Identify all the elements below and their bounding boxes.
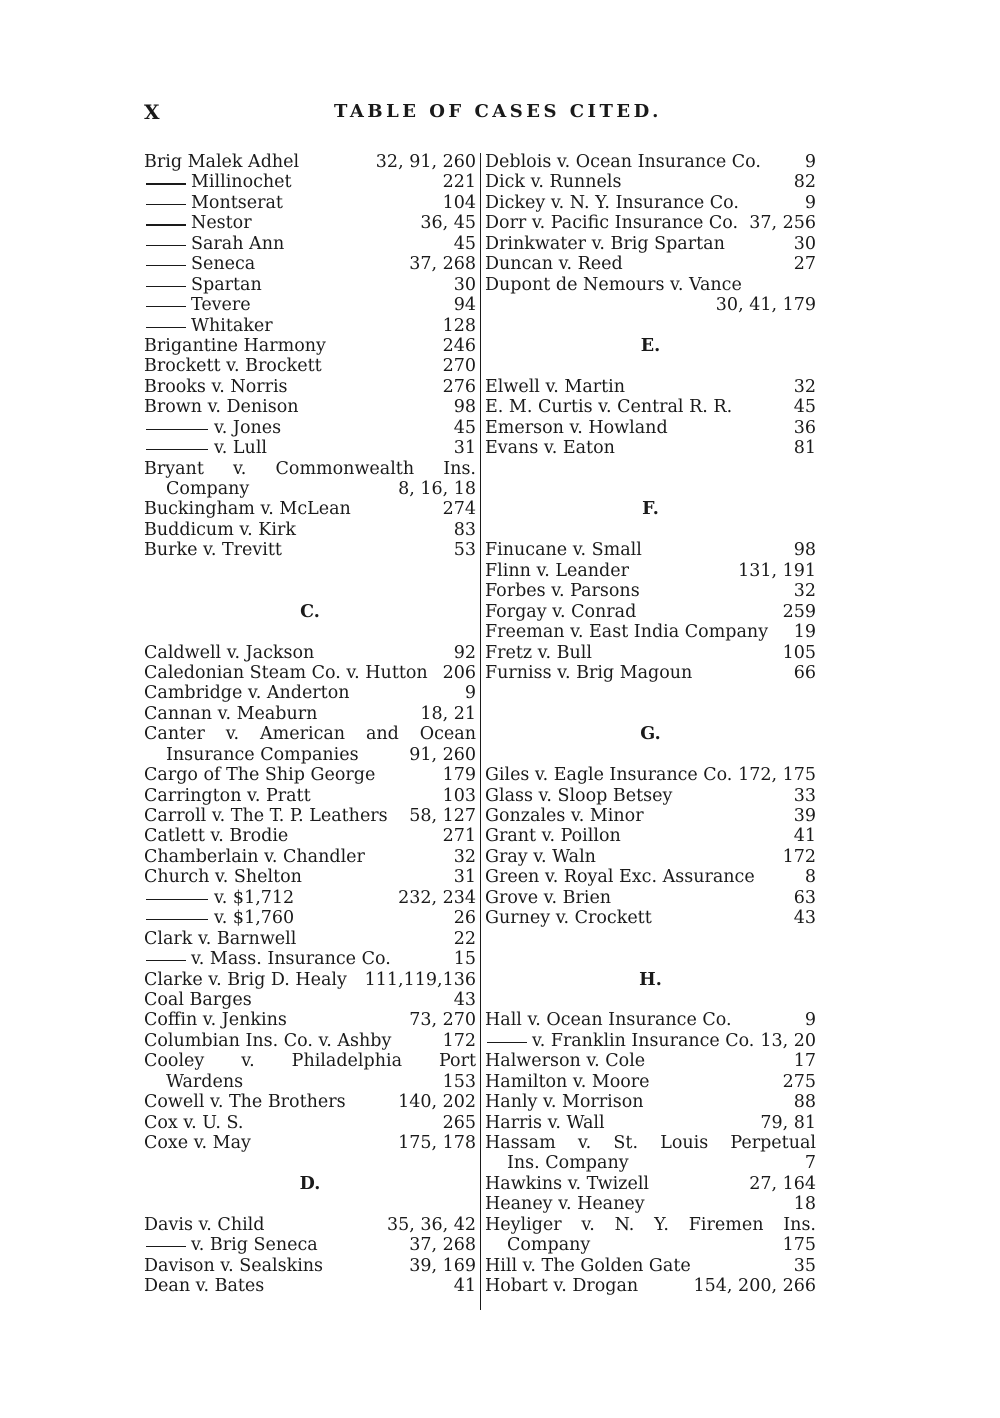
page-refs: 8, 16, 18 [398, 479, 476, 499]
page-refs: 35 [793, 1255, 816, 1276]
case-name: v. $1,712 [214, 887, 295, 908]
case-name: Heaney v. Heaney [485, 1194, 645, 1215]
case-entry [485, 1051, 816, 1071]
case-entry [144, 826, 476, 846]
case-name: Dorr v. Pacific Insurance Co. [485, 213, 739, 234]
page-refs: 36, 45 [420, 213, 476, 234]
case-entry [144, 970, 476, 990]
case-name: v. Mass. Insurance Co. [191, 949, 391, 970]
case-name: Halwerson v. Cole [485, 1051, 646, 1072]
case-name: Bryant v. Commonwealth Ins. [144, 458, 476, 479]
page-refs: 128 [442, 315, 476, 336]
case-entry [144, 172, 476, 192]
case-name: Cambridge v. Anderton [144, 683, 350, 704]
case-name: Finucane v. Small [485, 540, 642, 561]
case-entry [485, 418, 816, 438]
case-name: Caldwell v. Jackson [144, 642, 315, 663]
case-entry [144, 765, 476, 785]
page-refs: 15 [453, 949, 476, 970]
case-entry [144, 397, 476, 417]
case-entry [485, 663, 816, 683]
case-name: Company [166, 479, 250, 499]
section-letter: F. [642, 499, 659, 520]
case-entry [144, 1133, 476, 1153]
page-refs: 270 [442, 356, 476, 377]
page-refs: 9 [804, 152, 816, 172]
case-name: Whitaker [191, 315, 273, 336]
page-refs: 111,119,136 [364, 969, 476, 990]
blank-line [485, 704, 816, 724]
case-name: Wardens [166, 1071, 244, 1092]
page-refs: 22 [453, 928, 476, 949]
page-refs: 94 [453, 295, 476, 316]
case-name: v. $1,760 [214, 908, 295, 929]
page-refs: 58, 127 [409, 806, 476, 826]
case-name: Gurney v. Crockett [485, 908, 652, 929]
case-name: Giles v. Eagle Insurance Co. [485, 765, 733, 786]
case-name: Millinochet [191, 172, 292, 193]
page-refs: 30 [453, 274, 476, 295]
page-refs: 13, 20 [760, 1030, 816, 1051]
case-entry [144, 1215, 476, 1235]
case-name: Brown v. Denison [144, 397, 299, 418]
page-refs: 140, 202 [398, 1092, 476, 1113]
case-name: Hobart v. Drogan [485, 1276, 639, 1297]
page-refs: 79, 81 [760, 1112, 816, 1133]
blank-line [485, 929, 816, 949]
page-header [144, 100, 816, 124]
page-refs: 32 [793, 581, 816, 602]
case-entry [144, 254, 476, 274]
page-refs: 30, 41, 179 [715, 295, 816, 316]
page-refs: 43 [453, 989, 476, 1010]
page-refs: 26 [453, 908, 476, 929]
case-entry [485, 438, 816, 458]
blank-line [485, 745, 816, 765]
case-name: Coal Barges [144, 989, 252, 1010]
page-refs: 41 [793, 826, 816, 847]
case-name: Carrington v. Pratt [144, 785, 311, 806]
section-letter: H. [639, 969, 662, 990]
page-refs: 206 [442, 662, 476, 683]
case-name: v. Brig Seneca [191, 1235, 318, 1256]
case-entry [144, 704, 476, 724]
case-entry [144, 949, 476, 969]
page-refs: 45 [453, 417, 476, 438]
case-name: Deblois v. Ocean Insurance Co. [485, 152, 761, 172]
case-name: Carroll v. The T. P. Leathers [144, 806, 388, 826]
page-refs: 246 [442, 335, 476, 356]
case-entry [144, 683, 476, 703]
page-refs: 265 [442, 1112, 476, 1133]
page-refs: 31 [453, 438, 476, 459]
case-entry [485, 1235, 816, 1255]
case-entry [144, 1256, 476, 1276]
page-refs: 232, 234 [398, 887, 476, 908]
page-refs: 175, 178 [398, 1133, 476, 1153]
case-entry [144, 1092, 476, 1112]
page-refs: 179 [442, 765, 476, 786]
page-refs: 81 [793, 438, 816, 459]
case-name: Glass v. Sloop Betsey [485, 785, 673, 806]
case-name: v. Jones [214, 417, 282, 438]
case-entry [144, 1051, 476, 1071]
case-name: Spartan [191, 274, 262, 295]
case-name: v. Lull [214, 438, 268, 459]
case-entry [485, 152, 816, 172]
page-refs: 7 [804, 1153, 816, 1174]
case-name: Church v. Shelton [144, 867, 302, 888]
case-entry [144, 929, 476, 949]
case-name: Gonzales v. Minor [485, 806, 644, 826]
page-refs: 98 [793, 540, 816, 561]
case-entry [485, 1276, 816, 1296]
case-entry [485, 602, 816, 622]
case-entry [144, 908, 476, 928]
case-name: Forgay v. Conrad [485, 601, 637, 622]
page-refs: 154, 200, 266 [693, 1276, 816, 1297]
case-entry [144, 540, 476, 560]
case-name: Canter v. American and Ocean [144, 724, 476, 745]
blank-line [485, 520, 816, 540]
case-entry [144, 1010, 476, 1030]
page-refs: 45 [793, 397, 816, 418]
page-refs: 73, 270 [409, 1010, 476, 1031]
case-name: Catlett v. Brodie [144, 826, 289, 847]
page-refs: 35, 36, 42 [386, 1214, 476, 1235]
case-entry [485, 1133, 816, 1153]
page-refs: 37, 268 [409, 254, 476, 275]
case-name: Fretz v. Bull [485, 642, 592, 663]
case-entry [144, 234, 476, 254]
case-entry [485, 908, 816, 928]
page-refs: 82 [793, 172, 816, 193]
case-entry [485, 1113, 816, 1133]
page-refs: 172 [442, 1030, 476, 1051]
page-refs: 19 [793, 622, 816, 643]
page-refs: 274 [442, 499, 476, 520]
case-entry [144, 643, 476, 663]
page-refs: 275 [782, 1071, 816, 1092]
case-entry [144, 295, 476, 315]
blank-line [485, 459, 816, 479]
page-refs: 17 [793, 1051, 816, 1072]
case-name: Furniss v. Brig Magoun [485, 662, 693, 683]
blank-line [144, 1153, 476, 1173]
case-name: Cowell v. The Brothers [144, 1092, 346, 1113]
blank-line [144, 1194, 476, 1214]
case-name: Dean v. Bates [144, 1276, 265, 1297]
page-folio: X [144, 100, 161, 124]
right-column [485, 152, 816, 1297]
page-refs: 105 [782, 642, 816, 663]
case-entry [485, 234, 816, 254]
case-entry [144, 847, 476, 867]
case-name: Sarah Ann [191, 233, 285, 254]
left-column [144, 152, 476, 1297]
case-name: Hill v. The Golden Gate [485, 1255, 691, 1276]
case-name: E. M. Curtis v. Central R. R. [485, 397, 733, 418]
case-name: Grove v. Brien [485, 887, 612, 908]
case-name: Burke v. Trevitt [144, 540, 282, 561]
case-name: Columbian Ins. Co. v. Ashby [144, 1030, 392, 1051]
case-entry [485, 1031, 816, 1051]
case-name: Freeman v. East India Company [485, 622, 769, 643]
case-entry [485, 643, 816, 663]
case-name: Davison v. Sealskins [144, 1255, 324, 1276]
case-entry [144, 724, 476, 744]
case-entry [485, 786, 816, 806]
case-name: Buckingham v. McLean [144, 499, 351, 520]
case-entry [485, 1072, 816, 1092]
case-name: Insurance Companies [166, 744, 359, 765]
page-refs: 30 [793, 233, 816, 254]
page-refs: 9 [464, 683, 476, 704]
page-refs: 32 [793, 376, 816, 397]
page-refs: 103 [442, 785, 476, 806]
blank-line [485, 683, 816, 703]
case-entry [485, 1174, 816, 1194]
page-refs: 131, 191 [738, 560, 816, 581]
page-refs: 31 [453, 867, 476, 888]
case-name: Caledonian Steam Co. v. Hutton [144, 662, 428, 683]
page-refs: 33 [793, 785, 816, 806]
page-refs: 9 [804, 192, 816, 213]
page-refs: 172 [782, 846, 816, 867]
case-entry [485, 1215, 816, 1235]
page-refs: 53 [453, 540, 476, 561]
case-name: Elwell v. Martin [485, 376, 626, 397]
blank-line [485, 356, 816, 376]
case-name: Cox v. U. S. [144, 1112, 244, 1133]
case-entry [485, 377, 816, 397]
case-entry [485, 1153, 816, 1173]
case-name: Coxe v. May [144, 1133, 251, 1153]
case-name: Heyliger v. N. Y. Firemen Ins. [485, 1214, 816, 1235]
case-name: Buddicum v. Kirk [144, 519, 296, 540]
section-letter: E. [640, 335, 661, 356]
case-entry [144, 888, 476, 908]
case-name: Chamberlain v. Chandler [144, 846, 365, 867]
page-title: TABLE OF CASES CITED. [334, 101, 662, 122]
case-entry [485, 1092, 816, 1112]
case-entry [144, 990, 476, 1010]
blank-line [485, 316, 816, 336]
page-refs: 37, 256 [749, 213, 816, 234]
page-refs: 66 [793, 662, 816, 683]
case-name: Cannan v. Meaburn [144, 703, 318, 724]
page-refs: 98 [453, 397, 476, 418]
case-entry [144, 152, 476, 172]
case-entry [144, 336, 476, 356]
case-name: Nestor [191, 213, 252, 234]
page-refs: 36 [793, 417, 816, 438]
case-name: Company [507, 1235, 591, 1256]
case-name: Clarke v. Brig D. Healy [144, 969, 347, 990]
case-name: Emerson v. Howland [485, 417, 668, 438]
page-refs: 27 [793, 254, 816, 275]
case-entry [485, 295, 816, 315]
case-name: Montserat [191, 192, 283, 213]
case-entry [485, 888, 816, 908]
case-name: Tevere [191, 295, 251, 316]
blank-line [144, 581, 476, 601]
case-entry [144, 745, 476, 765]
page-refs: 27, 164 [749, 1173, 816, 1194]
case-name: Green v. Royal Exc. Assurance [485, 867, 755, 888]
page-refs: 39, 169 [409, 1255, 476, 1276]
case-name: Drinkwater v. Brig Spartan [485, 233, 725, 254]
case-entry [144, 663, 476, 683]
case-entry [144, 193, 476, 213]
case-name: Evans v. Eaton [485, 438, 615, 459]
case-name: Hanly v. Morrison [485, 1092, 644, 1113]
case-entry [144, 806, 476, 826]
case-name: Hawkins v. Twizell [485, 1173, 650, 1194]
blank-line [144, 622, 476, 642]
case-name: Duncan v. Reed [485, 254, 623, 275]
case-entry [485, 622, 816, 642]
case-entry [144, 438, 476, 458]
case-name: Brooks v. Norris [144, 376, 288, 397]
case-entry [485, 826, 816, 846]
case-entry [144, 316, 476, 336]
case-entry [144, 356, 476, 376]
case-name: Seneca [191, 254, 256, 275]
case-entry [485, 213, 816, 233]
case-entry [485, 540, 816, 560]
page-refs: 153 [442, 1071, 476, 1092]
case-entry [485, 193, 816, 213]
page-refs: 88 [793, 1092, 816, 1113]
page-refs: 41 [453, 1276, 476, 1297]
case-name: Grant v. Poillon [485, 826, 621, 847]
case-name: Flinn v. Leander [485, 560, 629, 581]
page-refs: 9 [804, 1010, 816, 1031]
case-name: Coffin v. Jenkins [144, 1010, 287, 1031]
page-refs: 37, 268 [409, 1235, 476, 1256]
page-refs: 45 [453, 233, 476, 254]
case-name: Ins. Company [507, 1153, 629, 1174]
page-refs: 83 [453, 519, 476, 540]
case-entry [144, 213, 476, 233]
page-refs: 271 [442, 826, 476, 847]
page-refs: 39 [793, 806, 816, 826]
page-refs: 172, 175 [738, 765, 816, 786]
case-entry [144, 479, 476, 499]
case-name: v. Franklin Insurance Co. [532, 1030, 755, 1051]
case-name: Brockett v. Brockett [144, 356, 322, 377]
blank-line [485, 949, 816, 969]
case-name: Hall v. Ocean Insurance Co. [485, 1010, 732, 1031]
blank-line [485, 479, 816, 499]
page-refs: 18, 21 [420, 703, 476, 724]
case-name: Clark v. Barnwell [144, 928, 297, 949]
case-entry [144, 418, 476, 438]
case-entry [144, 275, 476, 295]
case-entry [485, 581, 816, 601]
section-letter: C. [300, 601, 320, 622]
page-refs: 221 [442, 172, 476, 193]
page-refs: 32, 91, 260 [375, 152, 476, 172]
case-name: Davis v. Child [144, 1214, 265, 1235]
case-entry [144, 786, 476, 806]
case-entry [144, 1072, 476, 1092]
case-entry [485, 254, 816, 274]
case-entry [485, 847, 816, 867]
case-entry [144, 459, 476, 479]
case-name: Hamilton v. Moore [485, 1071, 650, 1092]
case-entry [485, 397, 816, 417]
case-entry [485, 765, 816, 785]
page-refs: 175 [782, 1235, 816, 1256]
case-entry [144, 867, 476, 887]
case-name: Cargo of The Ship George [144, 765, 376, 786]
case-entry [144, 499, 476, 519]
case-entry [144, 1276, 476, 1296]
case-entry [485, 172, 816, 192]
case-name: Dupont de Nemours v. Vance [485, 274, 742, 295]
case-name: Harris v. Wall [485, 1112, 605, 1133]
section-letter: D. [299, 1173, 321, 1194]
section-letter: G. [640, 724, 661, 745]
case-entry [485, 1194, 816, 1214]
case-entry [485, 867, 816, 887]
case-entry [485, 806, 816, 826]
case-name: Hassam v. St. Louis Perpetual [485, 1133, 816, 1153]
page-refs: 63 [793, 887, 816, 908]
case-entry [485, 275, 816, 295]
case-entry [144, 1235, 476, 1255]
case-entry [144, 1031, 476, 1051]
case-entry [144, 1113, 476, 1133]
page-refs: 276 [442, 376, 476, 397]
case-name: Cooley v. Philadelphia Port [144, 1051, 476, 1072]
blank-line [144, 561, 476, 581]
page-refs: 91, 260 [409, 744, 476, 765]
blank-line [485, 990, 816, 1010]
case-name: Gray v. Waln [485, 846, 596, 867]
case-entry [485, 561, 816, 581]
case-entry [144, 520, 476, 540]
case-name: Brigantine Harmony [144, 335, 326, 356]
column-divider [480, 153, 481, 1310]
case-name: Dickey v. N. Y. Insurance Co. [485, 192, 739, 213]
page-refs: 104 [442, 192, 476, 213]
page-refs: 18 [793, 1194, 816, 1215]
case-entry [485, 1256, 816, 1276]
case-entry [144, 377, 476, 397]
page-refs: 8 [804, 867, 816, 888]
page-refs: 92 [453, 642, 476, 663]
case-name: Brig Malek Adhel [144, 152, 300, 172]
page-refs: 259 [782, 601, 816, 622]
page-refs: 43 [793, 908, 816, 929]
case-name: Forbes v. Parsons [485, 581, 640, 602]
case-entry [485, 1010, 816, 1030]
case-name: Dick v. Runnels [485, 172, 622, 193]
page-refs: 32 [453, 846, 476, 867]
